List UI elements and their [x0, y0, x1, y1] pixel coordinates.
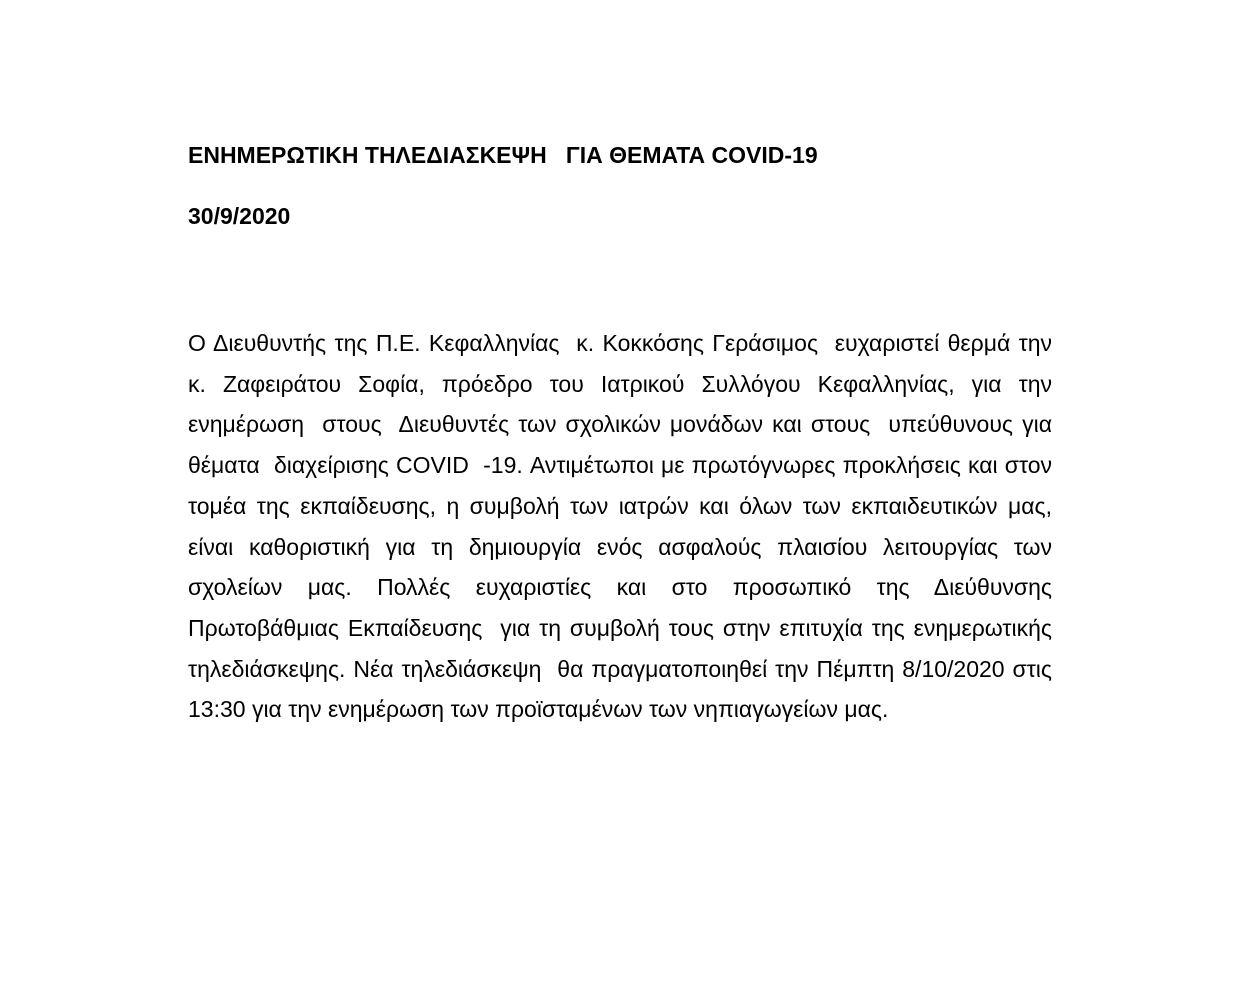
document-body: Ο Διευθυντής της Π.Ε. Κεφαλληνίας κ. Κοκκόσης Γεράσιμος ευχαριστεί θερμά την κ. Ζαφειράτου Σοφία, πρόεδρο του Ιατρικού Συλλόγου Κεφαλληνίας, για την ενημέρωση στους Διευθυντές των σχολικών μονάδων και στους υπεύθυνους για θέματα διαχείρισης COVID -19. Αντιμέτωποι με πρωτόγνωρες προκλήσεις και στον τομέα της εκπαίδευσης, η συμβολή των ιατρών και όλων των εκπαιδευτικών μας, είναι καθοριστική για τη δημιουργία ενός ασφαλούς πλαισίου λειτουργίας των σχολείων μας. Πολλές ευχαριστίες και στο προσωπικό της Διεύθυνσης Πρωτοβάθμιας Εκπαίδευσης για τη συμβολή τους στην επιτυχία της ενημερωτικής τηλεδιάσκεψης. Νέα τηλεδιάσκεψη θα πραγματοποιηθεί την Πέμπτη 8/10/2020 στις 13:30 για την ενημέρωση των προϊσταμένων των νηπιαγωγείων μας. [188, 330, 1065, 723]
document-title: ΕΝΗΜΕΡΩΤΙΚΗ ΤΗΛΕΔΙΑΣΚΕΨΗ ΓΙΑ ΘΕΜΑΤΑ COVID-19 [188, 142, 818, 168]
document-date: 30/9/2020 [188, 203, 291, 229]
